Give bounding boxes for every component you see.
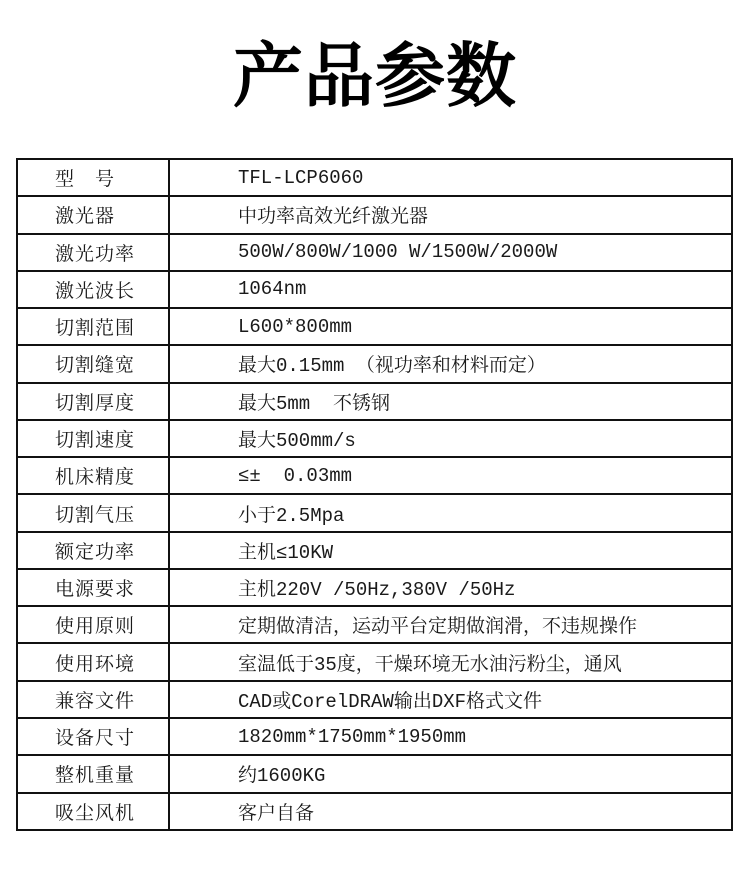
spec-label: 电源要求 <box>17 569 169 606</box>
spec-label: 切割缝宽 <box>17 345 169 382</box>
spec-label: 激光波长 <box>17 271 169 308</box>
spec-value: 最大5mm 不锈钢 <box>169 383 732 420</box>
spec-label: 使用环境 <box>17 643 169 680</box>
table-row <box>17 681 732 718</box>
table-row <box>17 420 732 457</box>
spec-label: 切割速度 <box>17 420 169 457</box>
spec-label: 型 号 <box>17 159 169 196</box>
table-row <box>17 606 732 643</box>
page-title: 产品参数 <box>233 37 517 115</box>
spec-value: TFL-LCP6060 <box>169 159 732 196</box>
spec-table-body <box>17 159 732 830</box>
spec-value: 主机≤10KW <box>169 532 732 569</box>
table-row <box>17 457 732 494</box>
table-row <box>17 383 732 420</box>
spec-label: 机床精度 <box>17 457 169 494</box>
table-row <box>17 755 732 792</box>
spec-value: ≤± 0.03mm <box>169 457 732 494</box>
spec-value: 室温低于35度，干燥环境无水油污粉尘，通风 <box>169 643 732 680</box>
spec-label: 使用原则 <box>17 606 169 643</box>
table-row <box>17 718 732 755</box>
spec-label: 兼容文件 <box>17 681 169 718</box>
spec-label: 切割厚度 <box>17 383 169 420</box>
spec-value: 小于2.5Mpa <box>169 494 732 531</box>
spec-value: 主机220V /50Hz,380V /50Hz <box>169 569 732 606</box>
table-row <box>17 196 732 233</box>
table-row <box>17 345 732 382</box>
spec-value: 定期做清洁，运动平台定期做润滑，不违规操作 <box>169 606 732 643</box>
spec-value: 客户自备 <box>169 793 732 830</box>
spec-label: 设备尺寸 <box>17 718 169 755</box>
spec-value: 1064nm <box>169 271 732 308</box>
spec-value: 中功率高效光纤激光器 <box>169 196 732 233</box>
spec-label: 切割气压 <box>17 494 169 531</box>
table-row <box>17 793 732 830</box>
table-row <box>17 494 732 531</box>
spec-label: 整机重量 <box>17 755 169 792</box>
table-row <box>17 234 732 271</box>
spec-label: 额定功率 <box>17 532 169 569</box>
spec-value: 最大0.15mm （视功率和材料而定） <box>169 345 732 382</box>
table-row <box>17 308 732 345</box>
spec-label: 激光器 <box>17 196 169 233</box>
table-row <box>17 643 732 680</box>
table-row <box>17 532 732 569</box>
spec-value: 1820mm*1750mm*1950mm <box>169 718 732 755</box>
spec-label: 切割范围 <box>17 308 169 345</box>
spec-value: L600*800mm <box>169 308 732 345</box>
table-row <box>17 159 732 196</box>
spec-value: CAD或CorelDRAW输出DXF格式文件 <box>169 681 732 718</box>
spec-value: 约1600KG <box>169 755 732 792</box>
spec-value: 500W/800W/1000 W/1500W/2000W <box>169 234 732 271</box>
spec-label: 吸尘风机 <box>17 793 169 830</box>
spec-value: 最大500mm/s <box>169 420 732 457</box>
table-row <box>17 271 732 308</box>
table-row <box>17 569 732 606</box>
spec-table <box>16 158 733 831</box>
spec-label: 激光功率 <box>17 234 169 271</box>
